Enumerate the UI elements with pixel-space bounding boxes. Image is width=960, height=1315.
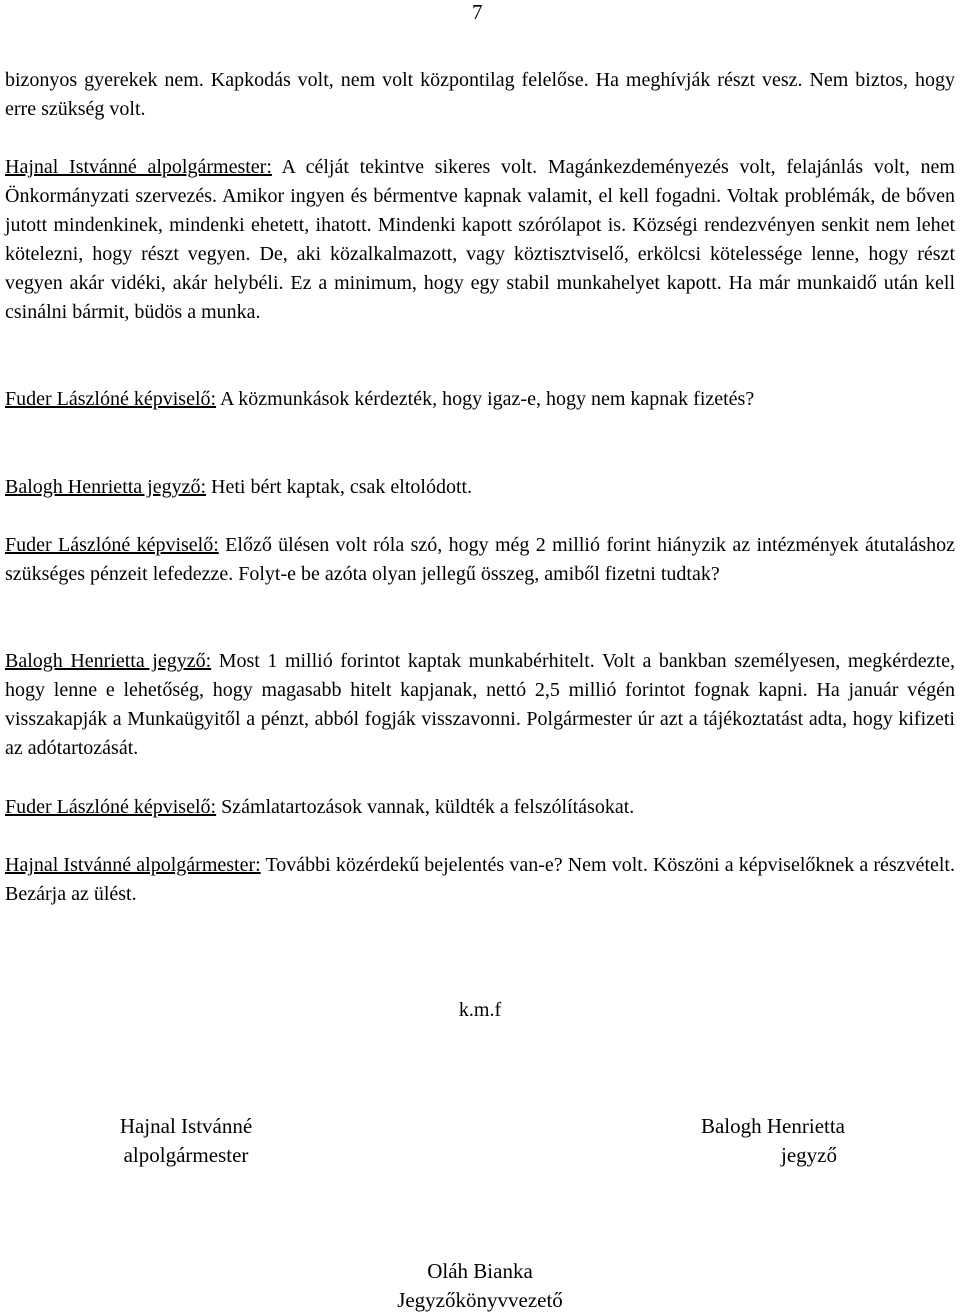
signature-title: Jegyzőkönyvvezető bbox=[397, 1288, 563, 1312]
paragraph-text: Most 1 millió forintot kaptak munkabérhitelt. Volt a bankban személyesen, megkérdezte, hogy lenne e lehetőség, hogy magasabb hitelt kapjanak, nettó 2,5 millió forintot fognak kapni. Ha január végén visszakapják a Munkaügyitől a pénzt, abból fogják visszavonni. Polgármester úr azt a tájékoztatást adta, hogy kifizeti az adótartozását. bbox=[5, 650, 955, 759]
speaker-label: Hajnal Istvánné alpolgármester: bbox=[5, 854, 261, 876]
closing-kmf: k.m.f bbox=[458, 999, 502, 1021]
page-number: 7 bbox=[472, 0, 483, 24]
paragraph-hajnal-1 bbox=[5, 153, 955, 327]
signature-left bbox=[86, 1112, 286, 1170]
signature-bottom bbox=[360, 1257, 600, 1315]
signature-name: Oláh Bianka bbox=[427, 1259, 533, 1283]
paragraph-fuder-1 bbox=[5, 385, 955, 414]
speaker-label: Hajnal Istvánné alpolgármester: bbox=[5, 156, 272, 178]
paragraph-balogh-1 bbox=[5, 473, 955, 502]
paragraph-hajnal-2 bbox=[5, 851, 955, 909]
signature-title: jegyző bbox=[781, 1143, 837, 1167]
paragraph-text: A célját tekintve sikeres volt. Magánkezdeményezés volt, felajánlás volt, nem Önkormányzati szervezés. Amikor ingyen és bérmentve kapnak valamit, el kell fogadni. Voltak problémák, de bőven jutott mindenkinek, mindenki ehetett, ihatott. Mindenki kapott szórólapot is. Községi rendezvényen senkit nem lehet kötelezni, hogy részt vegyen. De, aki közalkalmazott, vagy köztisztviselő, erkölcsi kötelessége lenne, hogy részt vegyen akár vidéki, akár helybéli. Ez a minimum, hogy egy stabil munkahelyet kapott. Ha már munkaidő után kell csinálni bármit, büdös a munka. bbox=[5, 156, 955, 323]
speaker-label: Fuder Lászlóné képviselő: bbox=[5, 388, 217, 410]
signature-title: alpolgármester bbox=[123, 1143, 249, 1167]
speaker-label: Fuder Lászlóné képviselő: bbox=[5, 796, 217, 818]
paragraph-text: Előző ülésen volt róla szó, hogy még 2 millió forint hiányzik az intézmények átutaláshoz szükséges pénzeit lefedezze. Folyt-e be azóta olyan jellegű összeg, amiből fizetni tudtak? bbox=[5, 534, 955, 585]
paragraph-fuder-3 bbox=[5, 793, 955, 822]
paragraph-text: bizonyos gyerekek nem. Kapkodás volt, nem volt központilag felelőse. Ha meghívják részt vesz. Nem biztos, hogy erre szükség volt. bbox=[5, 69, 955, 120]
paragraph-text: További közérdekű bejelentés van-e? Nem volt. Köszöni a képviselőknek a részvételt. Bezárja az ülést. bbox=[5, 854, 955, 905]
speaker-label: Balogh Henrietta jegyző: bbox=[5, 650, 212, 672]
signature-name: Hajnal Istvánné bbox=[119, 1114, 253, 1138]
paragraph-intro bbox=[5, 66, 955, 124]
paragraph-text: Heti bért kaptak, csak eltolódott. bbox=[206, 476, 473, 498]
signature-right bbox=[663, 1112, 883, 1170]
paragraph-text: Számlatartozások vannak, küldték a felszólításokat. bbox=[216, 796, 635, 818]
paragraph-fuder-2 bbox=[5, 531, 955, 589]
speaker-label: Balogh Henrietta jegyző: bbox=[5, 476, 207, 498]
signature-name: Balogh Henrietta bbox=[700, 1114, 846, 1138]
paragraph-text: A közmunkások kérdezték, hogy igaz-e, hogy nem kapnak fizetés? bbox=[216, 388, 755, 410]
speaker-label: Fuder Lászlóné képviselő: bbox=[5, 534, 219, 556]
paragraph-balogh-2 bbox=[5, 647, 955, 763]
